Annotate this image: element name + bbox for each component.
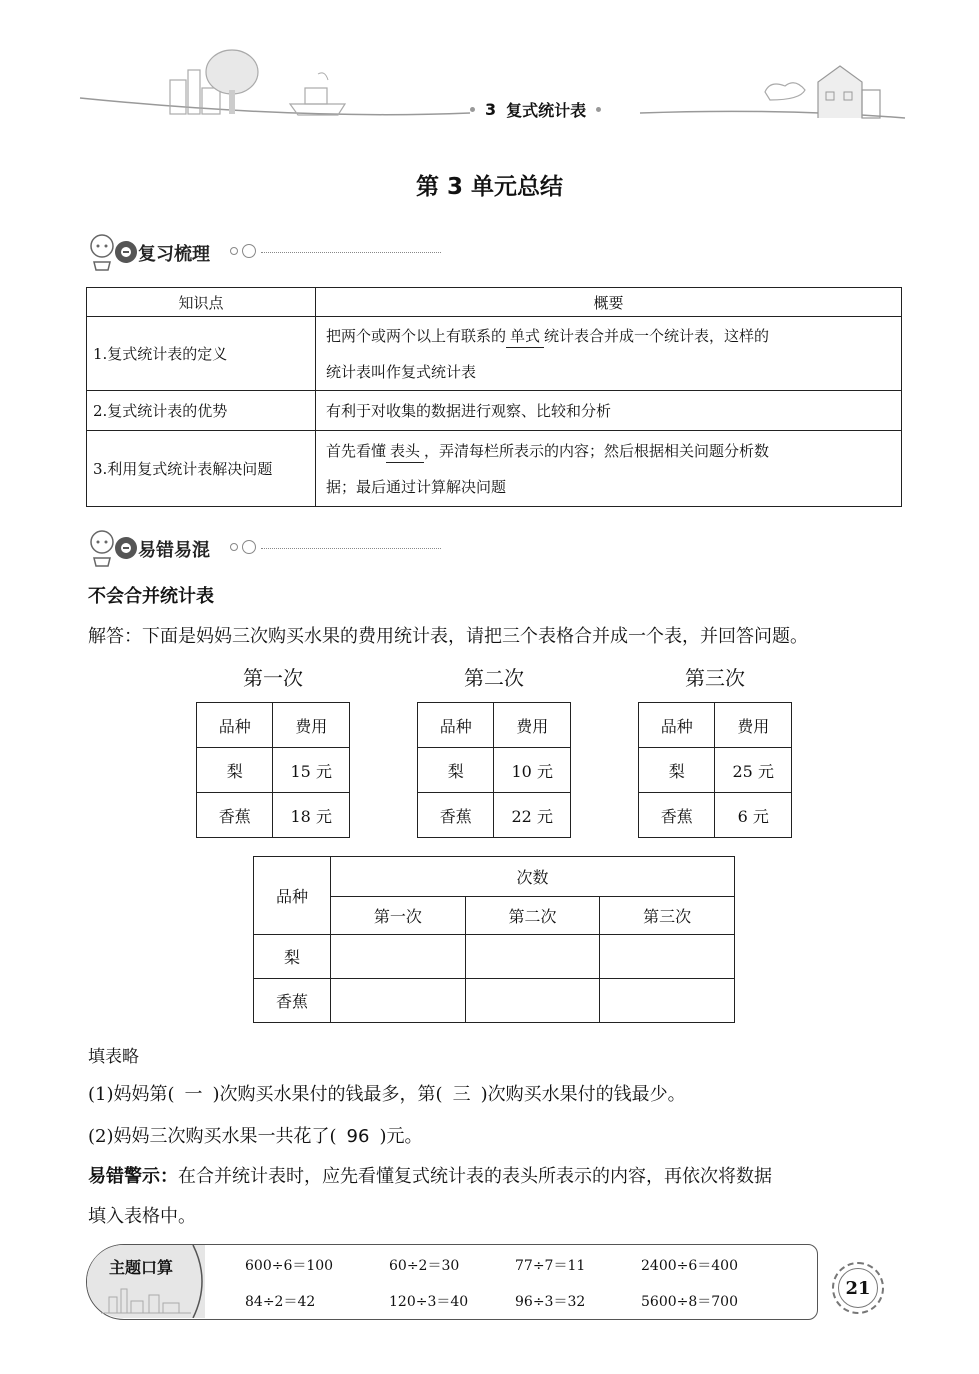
table-cell: 25 元 — [715, 748, 792, 793]
table-cell: 香蕉 — [197, 793, 273, 838]
calc-item: 60÷2＝30 — [389, 1258, 460, 1274]
q2-text: (2)妈妈三次购买水果一共花了( — [88, 1126, 337, 1147]
ring-decoration — [230, 543, 238, 551]
calc-item: 2400÷6＝400 — [641, 1258, 738, 1274]
empty-cell[interactable] — [600, 935, 735, 979]
section-label: 易错易混 — [138, 540, 210, 561]
calc-item: 5600÷8＝700 — [641, 1294, 738, 1310]
table-caption: 第二次 — [464, 666, 524, 690]
summary-text: 首先看懂 — [326, 441, 387, 460]
mascot-icon — [86, 528, 138, 568]
row-label: 梨 — [254, 935, 331, 979]
table-cell: 10 元 — [494, 748, 571, 793]
city-skyline-icon — [101, 1281, 191, 1315]
corner-cell: 品种 — [254, 857, 331, 935]
summary-text: 统计表合并成一个统计表，这样的 — [544, 326, 770, 345]
q1-text: )次购买水果付的钱最少。 — [480, 1084, 686, 1105]
summary-text: ，弄清每栏所表示的内容；然后根据相关问题分析数 — [424, 441, 770, 460]
table-cell: 梨 — [418, 748, 494, 793]
table-cell: 18 元 — [273, 793, 350, 838]
question-1 — [88, 1080, 686, 1106]
q1-text: (1)妈妈第( — [88, 1084, 175, 1105]
review-table — [86, 287, 902, 507]
section-header-review — [86, 232, 446, 272]
section-header-mistakes — [86, 528, 446, 568]
group-header: 次数 — [331, 857, 735, 897]
answer-2: 三 — [452, 1084, 471, 1105]
page-number-badge — [832, 1262, 884, 1314]
question-2 — [88, 1122, 422, 1148]
ring-decoration — [242, 244, 256, 258]
table-cell: 费用 — [273, 703, 350, 748]
sub-header: 第一次 — [331, 897, 466, 935]
answer-1: 一 — [184, 1084, 203, 1105]
fill-blank: 表头 — [386, 440, 424, 463]
fill-note: 填表略 — [88, 1047, 139, 1067]
unit-number: 3 — [485, 99, 497, 119]
table-cell: 香蕉 — [418, 793, 494, 838]
page-header — [0, 0, 979, 130]
answer-total: 96 — [346, 1126, 370, 1147]
bracket-divider — [189, 1245, 219, 1318]
merged-table — [253, 856, 735, 1023]
sub-header: 第二次 — [465, 897, 600, 935]
row-label: 香蕉 — [254, 979, 331, 1023]
mascot-icon — [86, 232, 138, 272]
table-cell: 品种 — [197, 703, 273, 748]
summary-text: 据；最后通过计算解决问题 — [326, 477, 507, 496]
purchase-table-3 — [638, 702, 792, 838]
mental-math-box — [86, 1244, 818, 1320]
table-cell: 费用 — [494, 703, 571, 748]
calc-item: 96÷3＝32 — [515, 1294, 586, 1310]
summary-text: 有利于对收集的数据进行观察、比较和分析 — [316, 391, 902, 431]
dotted-rule — [261, 548, 441, 549]
warning-text: 填入表格中。 — [88, 1206, 196, 1227]
table-cell: 15 元 — [273, 748, 350, 793]
purchase-table-1 — [196, 702, 350, 838]
warning-label: 易错警示： — [88, 1166, 178, 1187]
ring-decoration — [242, 540, 256, 554]
calc-item: 600÷6＝100 — [245, 1258, 334, 1274]
table-header-row — [87, 288, 902, 317]
table-row — [87, 391, 902, 431]
table-cell: 品种 — [639, 703, 715, 748]
bullet-dot — [470, 107, 475, 112]
table-row — [87, 317, 902, 391]
calc-item: 84÷2＝42 — [245, 1294, 316, 1310]
table-row — [87, 431, 902, 507]
table-cell: 梨 — [639, 748, 715, 793]
dotted-rule — [261, 252, 441, 253]
summary-cell — [316, 317, 902, 391]
table-cell: 费用 — [715, 703, 792, 748]
bullet-dot — [596, 107, 601, 112]
knowledge-point: 2.复式统计表的优势 — [87, 391, 316, 431]
summary-text: 把两个或两个以上有联系的 — [326, 326, 507, 345]
table-caption: 第一次 — [243, 666, 303, 690]
table-cell: 22 元 — [494, 793, 571, 838]
question-text: 解答：下面是妈妈三次购买水果的费用统计表，请把三个表格合并成一个表，并回答问题。 — [88, 626, 808, 647]
section-label: 复习梳理 — [138, 244, 210, 265]
ring-decoration — [230, 247, 238, 255]
q1-text: )次购买水果付的钱最多，第( — [212, 1084, 443, 1105]
table-cell: 6 元 — [715, 793, 792, 838]
table-cell: 品种 — [418, 703, 494, 748]
purchase-table-2 — [417, 702, 571, 838]
fill-blank: 单式 — [506, 325, 544, 348]
topic-heading: 不会合并统计表 — [88, 586, 214, 607]
unit-title: 复式统计表 — [506, 100, 587, 120]
table-cell: 香蕉 — [639, 793, 715, 838]
summary-text: 统计表叫作复式统计表 — [326, 362, 477, 381]
warning-line-1 — [88, 1162, 772, 1188]
page-number: 21 — [838, 1268, 878, 1308]
empty-cell[interactable] — [331, 935, 466, 979]
empty-cell[interactable] — [600, 979, 735, 1023]
sub-header: 第三次 — [600, 897, 735, 935]
knowledge-point: 3.利用复式统计表解决问题 — [87, 431, 316, 507]
header-cell: 知识点 — [87, 288, 316, 317]
mental-math-label: 主题口算 — [109, 1258, 174, 1277]
summary-cell — [316, 431, 902, 507]
empty-cell[interactable] — [465, 935, 600, 979]
warning-text: 在合并统计表时，应先看懂复式统计表的表头所表示的内容，再依次将数据 — [178, 1166, 772, 1187]
empty-cell[interactable] — [331, 979, 466, 1023]
unit-header — [470, 98, 601, 120]
page-title: 第 3 单元总结 — [415, 174, 564, 200]
table-caption: 第三次 — [685, 666, 745, 690]
table-cell: 梨 — [197, 748, 273, 793]
knowledge-point: 1.复式统计表的定义 — [87, 317, 316, 391]
calc-item: 120÷3＝40 — [389, 1294, 469, 1310]
empty-cell[interactable] — [465, 979, 600, 1023]
header-cell: 概要 — [316, 288, 902, 317]
q2-text: )元。 — [379, 1126, 423, 1147]
calc-item: 77÷7＝11 — [515, 1258, 586, 1274]
